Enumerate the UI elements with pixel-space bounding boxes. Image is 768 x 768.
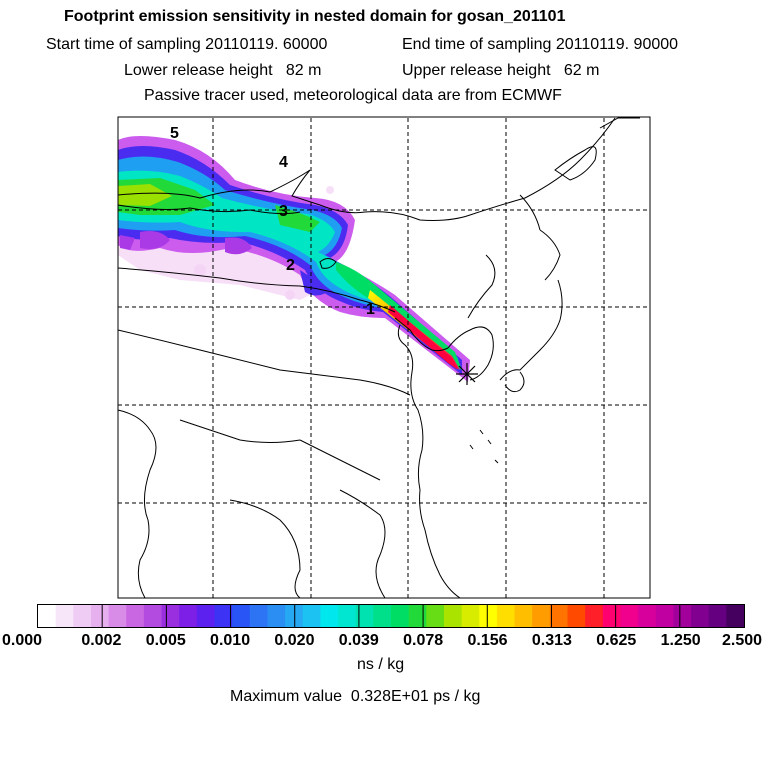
receptor-star-icon: [456, 363, 478, 385]
track-label-1: 1: [366, 301, 375, 318]
colorbar-swatch: [73, 605, 91, 627]
colorbar-swatch: [144, 605, 162, 627]
colorbar-tick-label: 0.010: [210, 632, 251, 649]
colorbar-swatch: [126, 605, 144, 627]
colorbar-swatch: [638, 605, 656, 627]
colorbar-swatch: [479, 605, 497, 627]
colorbar-swatch: [426, 605, 444, 627]
sampling-start-time: Start time of sampling 20110119. 60000: [46, 36, 328, 53]
colorbar-unit: ns / kg: [357, 656, 405, 673]
colorbar-tick-label: 0.156: [467, 632, 508, 649]
colorbar-tick-label: 0.002: [81, 632, 122, 649]
colorbar-swatch: [620, 605, 638, 627]
colorbar-swatch: [320, 605, 338, 627]
colorbar-swatch: [709, 605, 727, 627]
colorbar-swatch: [726, 605, 744, 627]
colorbar-tick-label: 0.000: [1, 632, 43, 649]
upper-release-height: Upper release height 62 m: [402, 62, 600, 79]
track-label-4: 4: [279, 154, 288, 171]
colorbar-tick-label: 0.625: [596, 632, 637, 649]
colorbar-swatch: [197, 605, 215, 627]
sampling-end-time: End time of sampling 20110119. 90000: [402, 36, 679, 53]
colorbar-swatch: [656, 605, 674, 627]
colorbar-tick-label: 0.039: [338, 632, 379, 649]
colorbar-swatch: [603, 605, 621, 627]
colorbar-tick-label: 1.250: [660, 632, 701, 649]
lower-release-height: Lower release height 82 m: [124, 62, 322, 79]
colorbar-swatch: [550, 605, 568, 627]
colorbar-swatch: [444, 605, 462, 627]
colorbar-swatch: [409, 605, 427, 627]
colorbar-tick-label: 0.313: [531, 632, 572, 649]
colorbar-swatch: [38, 605, 56, 627]
colorbar-swatch: [497, 605, 515, 627]
colorbar-swatch: [338, 605, 356, 627]
colorbar-tick-label: 0.005: [145, 632, 186, 649]
plot-title: Footprint emission sensitivity in nested domain for gosan_201101: [64, 8, 566, 25]
colorbar-swatch: [109, 605, 127, 627]
maximum-value: Maximum value 0.328E+01 ps / kg: [230, 688, 481, 705]
colorbar-tick-label: 2.500: [721, 632, 763, 649]
colorbar-swatch: [356, 605, 374, 627]
colorbar-swatch: [532, 605, 550, 627]
colorbar-swatch: [568, 605, 586, 627]
colorbar: [37, 604, 745, 628]
colorbar-swatch: [162, 605, 180, 627]
colorbar-swatch: [179, 605, 197, 627]
colorbar-swatch: [232, 605, 250, 627]
colorbar-tick-label: 0.078: [403, 632, 444, 649]
colorbar-swatch: [267, 605, 285, 627]
colorbar-swatch: [91, 605, 109, 627]
colorbar-swatch: [585, 605, 603, 627]
colorbar-swatch: [691, 605, 709, 627]
colorbar-swatch: [303, 605, 321, 627]
track-label-3: 3: [279, 203, 288, 220]
track-label-5: 5: [170, 125, 179, 142]
colorbar-swatch: [462, 605, 480, 627]
colorbar-swatch: [215, 605, 233, 627]
track-label-2: 2: [286, 257, 295, 274]
colorbar-swatch: [673, 605, 691, 627]
colorbar-swatch: [391, 605, 409, 627]
colorbar-tick-label: 0.020: [274, 632, 315, 649]
colorbar-swatch: [373, 605, 391, 627]
tracer-info: Passive tracer used, meteorological data are from ECMWF: [144, 87, 562, 104]
colorbar-swatch: [285, 605, 303, 627]
colorbar-swatch: [250, 605, 268, 627]
colorbar-swatch: [56, 605, 74, 627]
colorbar-swatch: [515, 605, 533, 627]
